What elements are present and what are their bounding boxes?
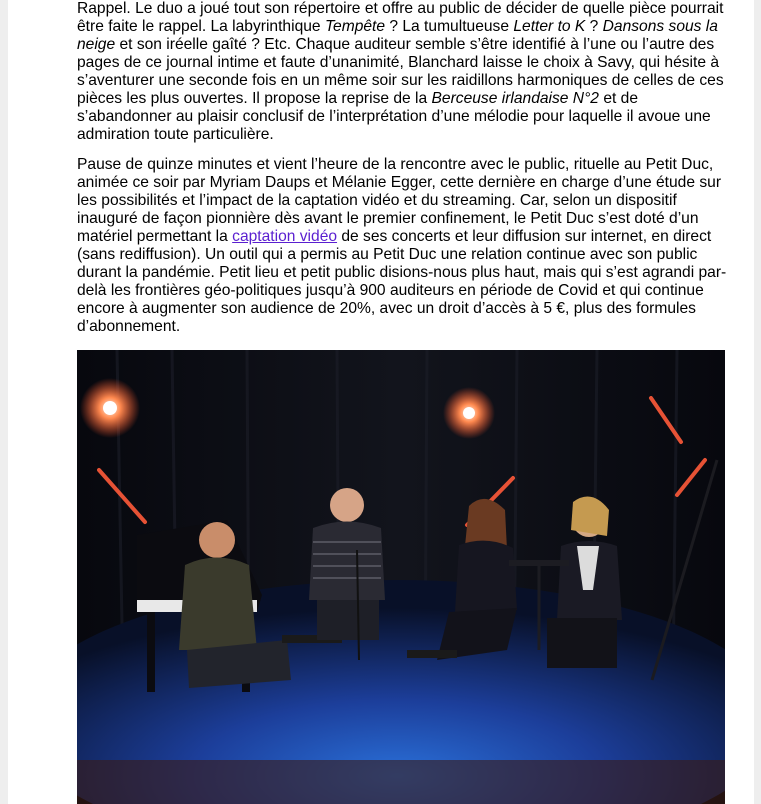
paragraph-encore	[77, 0, 732, 144]
title-berceuse-irlandaise: Berceuse irlandaise N°2	[431, 90, 599, 107]
paragraph-encore-text-4: et son iréelle gaîté ? Etc. Chaque auditeur semble s’être identifié à l’une ou l’autre des pages de ce journal intime et faute d’unanimité, Blanchard laisse le choix à Savy, qui hésite à s’aventurer une seconde fois en un même soir sur les raidillons harmoniques de celles de ces pièces les plus ouvertes. Il propose la reprise de la	[77, 36, 724, 107]
paragraph-rencontre	[77, 156, 732, 336]
concert-photo	[77, 350, 725, 804]
paragraph-encore-text-3: ?	[585, 18, 603, 35]
title-tempete: Tempête	[324, 18, 386, 35]
concert-stage-illustration	[77, 350, 725, 804]
title-letter-to-k: Letter to K	[513, 18, 586, 35]
paragraph-rencontre-text-1: Pause de quinze minutes et vient l’heure de la rencontre avec le public, rituelle au Petit Duc, animée ce soir par Myriam Daups et Mélanie Egger, cette dernière en charge d’une étude sur les possibilités et l’impact de la captation vidéo et du streaming. Car, selon un dispositif inauguré de façon pionnière dès avant le premier confinement, le Petit Duc s’est doté d’un matériel permettant la	[77, 156, 722, 245]
paragraph-encore-text-2: ? La tumultueuse	[385, 18, 514, 35]
paragraph-encore-text-5: et de s’abandonner au plaisir conclusif de l’interprétation d’une mélodie pour laquelle il avoue une admiration toute particulière.	[77, 90, 711, 143]
article-page	[8, 0, 754, 804]
title-dansons-sous-la-neige: Dansons sous la neige	[77, 18, 718, 53]
article-body	[77, 0, 732, 348]
captation-video-link[interactable]: captation vidéo	[232, 228, 338, 245]
paragraph-encore-text-1: Rappel. Le duo a joué tout son répertoire et offre au public de décider de quelle pièce pourrait être faite le rappel. La labyrinthique	[77, 0, 724, 35]
paragraph-rencontre-text-2: de ses concerts et leur diffusion sur internet, en direct (sans rediffusion). Un outil qui a permis au Petit Duc une relation continue avec son public durant la pandémie. Petit lieu et petit public disions-nous plus haut, mais qui s’est agrandi par-delà les frontières géo-politiques jusqu’à 900 auditeurs en période de Covid et qui continue encore à augmenter son audience de 20%, avec un droit d’accès à 5 €, plus des formules d’abonnement.	[77, 228, 727, 335]
